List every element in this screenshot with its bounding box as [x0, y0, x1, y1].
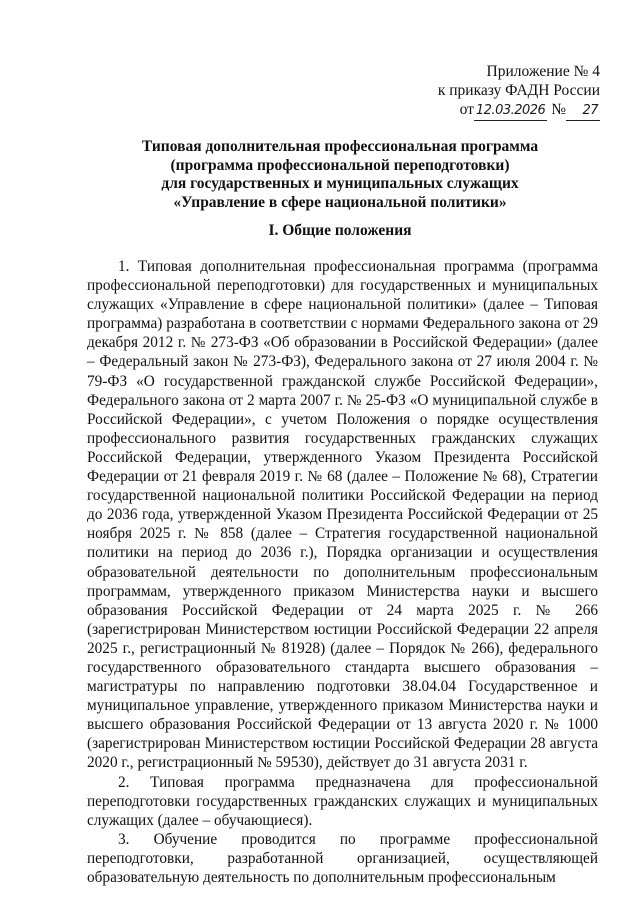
annex-date-line: [400, 100, 600, 121]
paragraph-2: 2. Типовая программа предназначена для профессиональной переподготовки государственных гражданских служащих и муниципальных служащих (далее – обучающиеся).: [87, 773, 598, 829]
annex-title: Приложение № 4: [486, 63, 600, 80]
document-title: [90, 138, 590, 212]
annex-date-prefix: от: [459, 101, 474, 118]
paragraph-1: 1. Типовая дополнительная профессиональная программа (программа профессиональной переподготовки) для государственных и муниципальных служащих «Управление в сфере национальной политики» (далее – Типовая программа) разработана в соответствии с нормами Федерального закона от 29 декабря 2012 г. № 273-ФЗ «Об образовании в Российской Федерации» (далее – Федеральный закон № 273-ФЗ), Федерального закона от 27 июля 2004 г. № 79-ФЗ «О государственной гражданской службе Российской Федерации», Федерального закона от 2 марта 2007 г. № 25-ФЗ «О муниципальной службе в Российской Федерации», с учетом Положения о порядке осуществления профессионального развития государственных гражданских служащих Российской Федерации, утвержденного Указом Президента Российской Федерации от 21 февраля 2019 г. № 68 (далее – Положение № 68), Стратегии государственной национальной политики Российской Федерации на период до 2036 года, утвержденной Указом Президента Российской Федерации от 25 ноября 2025 г. № 858 (далее – Стратегия государственной национальной политики на период до 2036 г.), Порядка организации и осуществления образовательной деятельности по дополнительным профессиональным программам, утвержденного приказом Министерства науки и высшего образования Российской Федерации от 24 марта 2025 г. № 266 (зарегистрирован Министерством юстиции Российской Федерации 22 апреля 2025 г., регистрационный № 81928) (далее – Порядок № 266), федерального государственного образовательного стандарта высшего образования – магистратуры по направлению подготовки 38.04.04 Государственное и муниципальное управление, утвержденного приказом Министерства науки и высшего образования Российской Федерации от 13 августа 2020 г. № 1000 (зарегистрирован Министерством юстиции Российской Федерации 28 августа 2020 г., регистрационный № 59530), действует до 31 августа 2031 г.: [87, 258, 598, 772]
document-body: [87, 257, 598, 887]
annex-order-reference: к приказу ФАДН России: [437, 82, 600, 99]
title-line-1: Типовая дополнительная профессиональная программа: [141, 138, 539, 155]
section-heading: I. Общие положения: [268, 222, 412, 239]
annex-number-handwritten: 27: [566, 101, 600, 121]
title-line-3: для государственных и муниципальных служащих: [161, 175, 519, 192]
title-line-2: (программа профессиональной переподготовки): [170, 156, 510, 174]
paragraph-3: 3. Обучение проводится по программе профессиональной переподготовки, разработанной организацией, осуществляющей образовательную деятельность по дополнительным профессиональным: [87, 830, 598, 886]
title-line-4: «Управление в сфере национальной политики»: [173, 193, 507, 211]
annex-block: [400, 62, 600, 121]
annex-number-sign: №: [551, 101, 566, 118]
annex-date-handwritten: 12.03.2026: [474, 101, 547, 121]
